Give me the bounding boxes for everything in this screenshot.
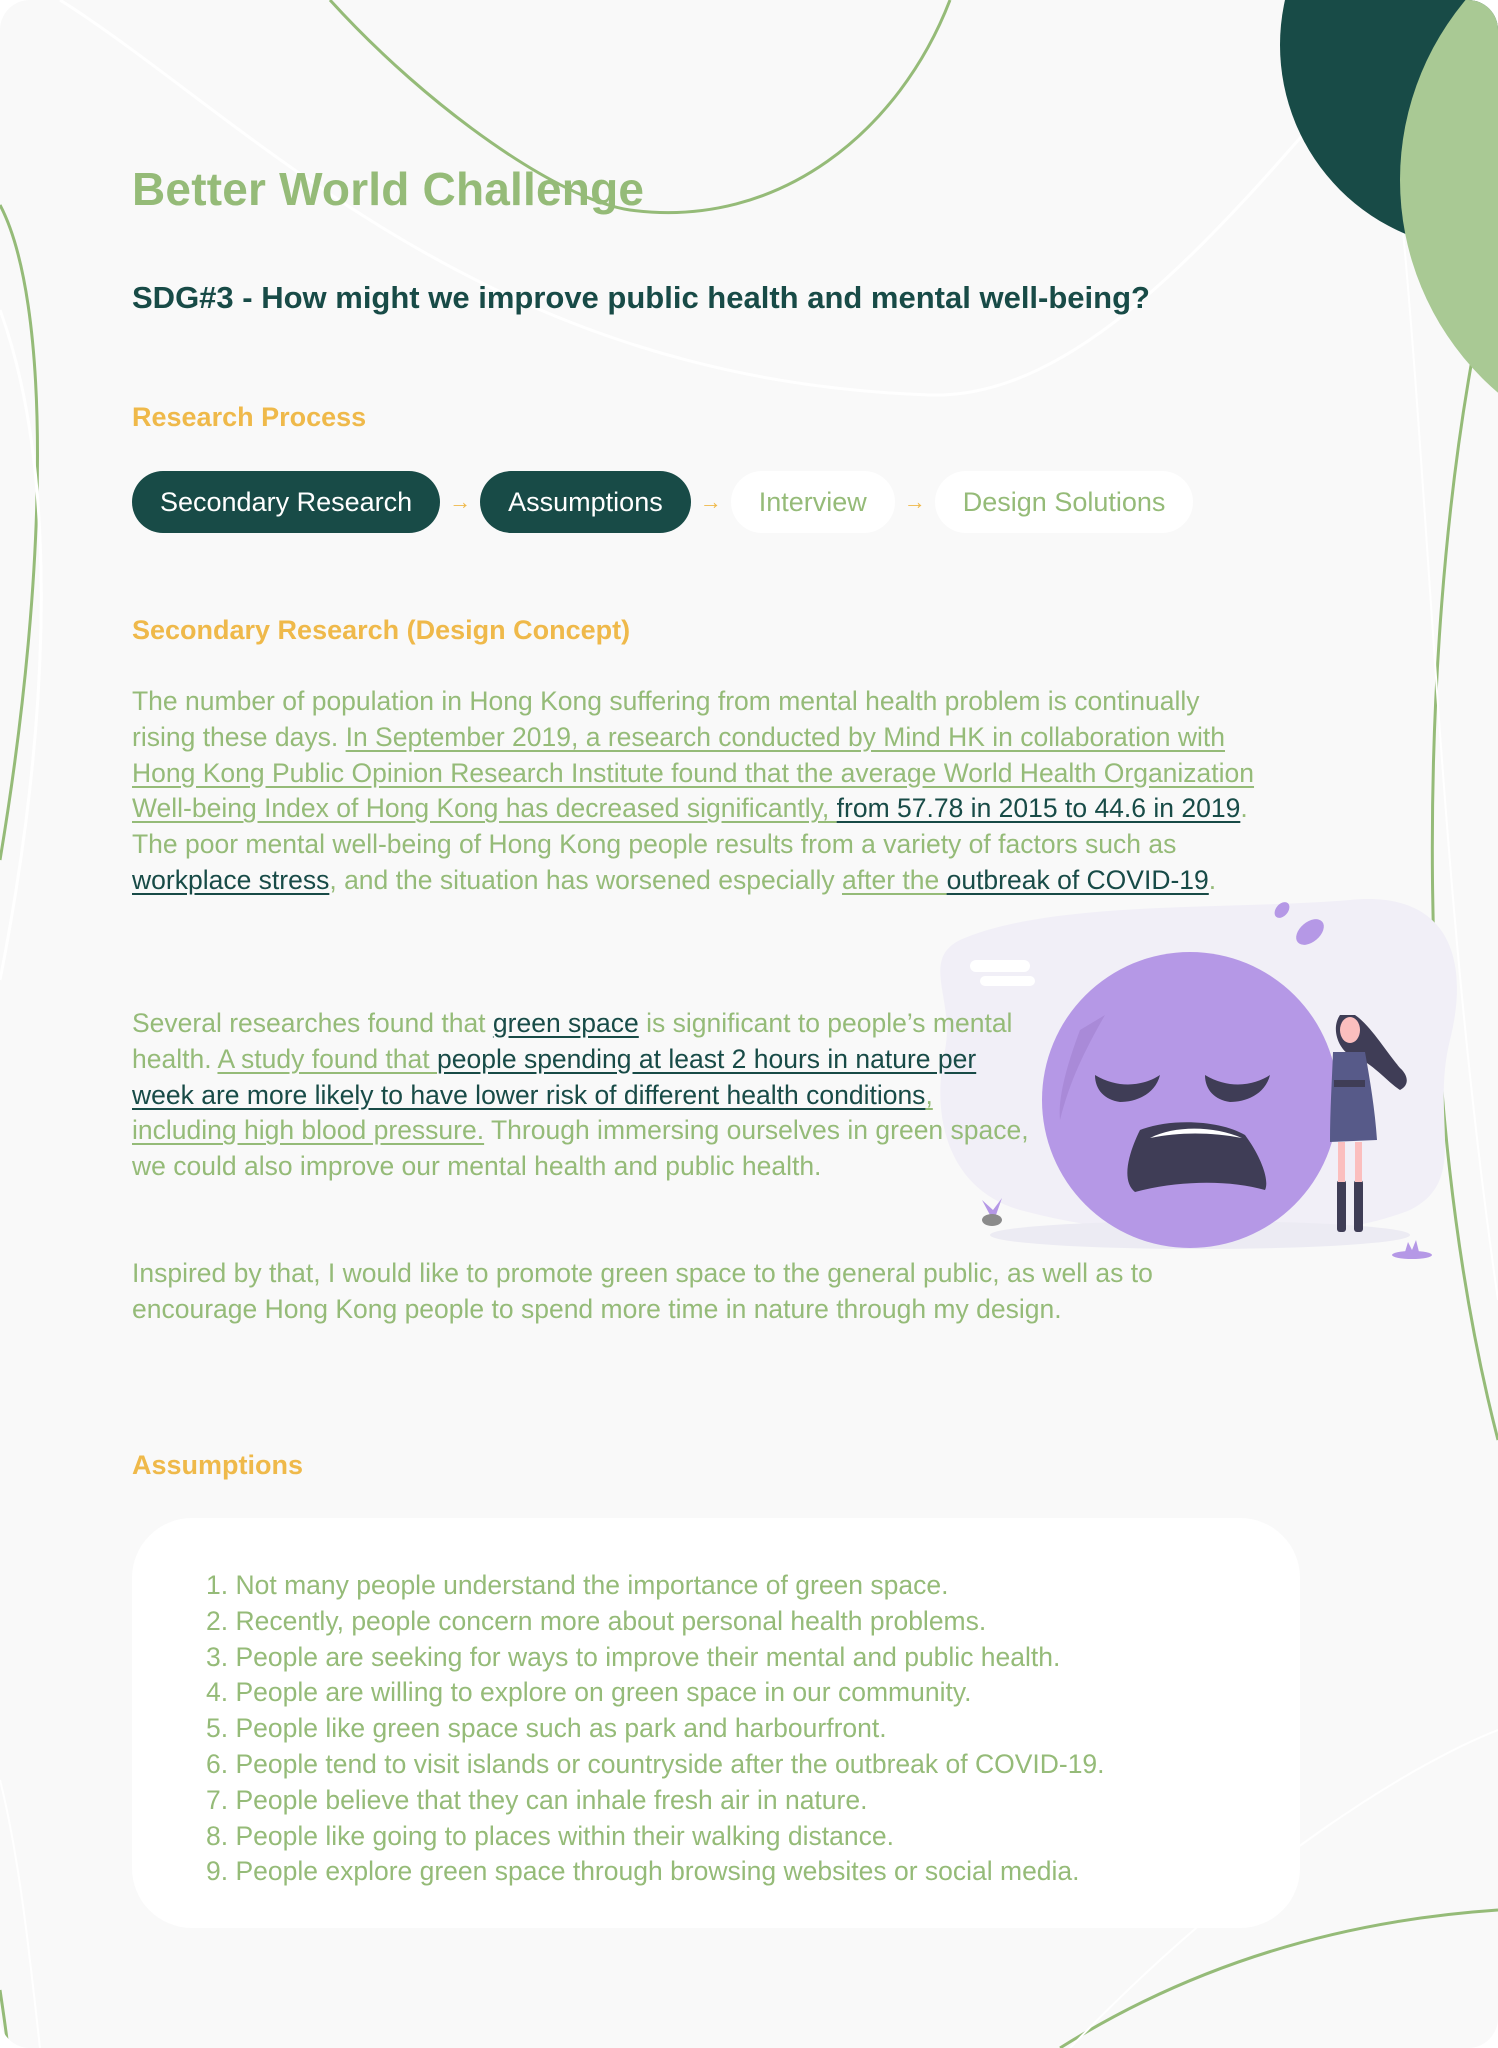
text-span: .	[1208, 864, 1217, 895]
assumption-item: 9. People explore green space through browsing websites or social media.	[206, 1856, 1080, 1887]
assumption-item: 6. People tend to visit islands or countryside after the outbreak of COVID-19.	[206, 1748, 1105, 1779]
rock	[982, 1214, 1002, 1226]
arrow-right-icon: →	[449, 489, 472, 514]
step-interview[interactable]: Interview	[731, 471, 895, 533]
face-circle	[1042, 952, 1338, 1248]
research-process-steps	[132, 471, 1193, 533]
highlight-wellbeing-index-values: from 57.78 in 2015 to 44.6 in 2019	[836, 793, 1241, 824]
text-span: The number of population in Hong Kong suffering from mental health problem is continually rising these days.	[132, 686, 1200, 752]
light-green-circle	[1400, 0, 1498, 460]
secondary-research-heading: Secondary Research (Design Concept)	[132, 615, 631, 645]
highlight-study-found: A study found that	[217, 1043, 437, 1074]
research-process-label: Research Process	[132, 402, 367, 432]
highlight-blood-pressure: , including high blood pressure.	[132, 1079, 933, 1146]
woman-leg-right	[1355, 1142, 1362, 1182]
assumption-item: 1. Not many people understand the importance of green space.	[206, 1570, 949, 1600]
paragraph-mental-health-stats	[132, 684, 1262, 899]
assumptions-card	[132, 1518, 1300, 1928]
assumptions-heading: Assumptions	[132, 1450, 304, 1480]
arrow-right-icon: →	[699, 489, 722, 514]
assumption-item: 5. People like green space such as park and harbourfront.	[206, 1713, 887, 1744]
woman-boot-right	[1354, 1180, 1363, 1232]
assumption-item: 3. People are seeking for ways to improve their mental and public health.	[206, 1641, 1061, 1672]
page-subtitle: SDG#3 - How might we improve public health and mental well-being?	[132, 280, 1150, 315]
highlight-after-the: after the	[842, 864, 947, 895]
text-span: , and the situation has worsened especially	[329, 864, 842, 895]
assumption-item: 2. Recently, people concern more about personal health problems.	[206, 1605, 987, 1636]
assumption-item: 4. People are willing to explore on green space in our community.	[206, 1677, 972, 1708]
puddle	[1392, 1251, 1432, 1259]
step-secondary-research[interactable]: Secondary Research	[132, 471, 440, 533]
highlight-nature-hours: people spending at least 2 hours in nature per week are more likely to have lower risk of different health conditions	[132, 1043, 977, 1110]
cloud	[980, 976, 1035, 986]
paragraph-inspiration: Inspired by that, I would like to promote green space to the general public, as well as to encourage Hong Kong people to spend more time in nature through my design.	[132, 1258, 1153, 1324]
woman-boot-left	[1337, 1180, 1346, 1232]
step-design-solutions[interactable]: Design Solutions	[935, 471, 1194, 533]
step-assumptions[interactable]: Assumptions	[480, 471, 691, 533]
page-title: Better World Challenge	[132, 163, 645, 215]
text-span: . The poor mental well-being of Hong Kong people results from a variety of factors such as	[132, 793, 1248, 860]
left-bottom-curve-green	[0, 1990, 8, 2048]
woman-belt	[1334, 1080, 1365, 1087]
left-curve-green	[0, 205, 38, 860]
highlight-green-space: green space	[492, 1008, 639, 1038]
woman-face	[1340, 1017, 1360, 1043]
assumption-item: 8. People like going to places within their walking distance.	[206, 1820, 894, 1851]
left-bottom-curve-white	[0, 1780, 40, 2048]
woman-leg-left	[1338, 1142, 1345, 1182]
text-span: is significant to people’s mental health.	[132, 1008, 1013, 1074]
arrow-right-icon: →	[903, 489, 926, 514]
highlight-workplace-stress: workplace stress	[132, 864, 330, 895]
text-span: Several researches found that	[132, 1008, 493, 1038]
cloud	[970, 960, 1030, 972]
paragraph-green-space	[132, 1006, 1037, 1185]
highlight-research-mind-hk: In September 2019, a research conducted by Mind HK in collaboration with Hong Kong Public Opinion Research Institute found that the average World Health Organization Well-being Index of Hong Kong has decreased significantly,	[132, 721, 1255, 824]
dark-teal-circle	[1280, 0, 1498, 250]
highlight-covid-outbreak: outbreak of COVID-19	[946, 864, 1209, 895]
left-curve-white	[0, 310, 41, 980]
text-span: Through immersing ourselves in green space, we could also improve our mental health and public health.	[132, 1115, 1029, 1182]
assumption-item: 7. People believe that they can inhale fresh air in nature.	[206, 1784, 868, 1815]
grass-icon	[1405, 1240, 1419, 1252]
bottom-right-curve-green	[1060, 1910, 1498, 2048]
assumptions-list	[206, 1568, 1300, 1890]
